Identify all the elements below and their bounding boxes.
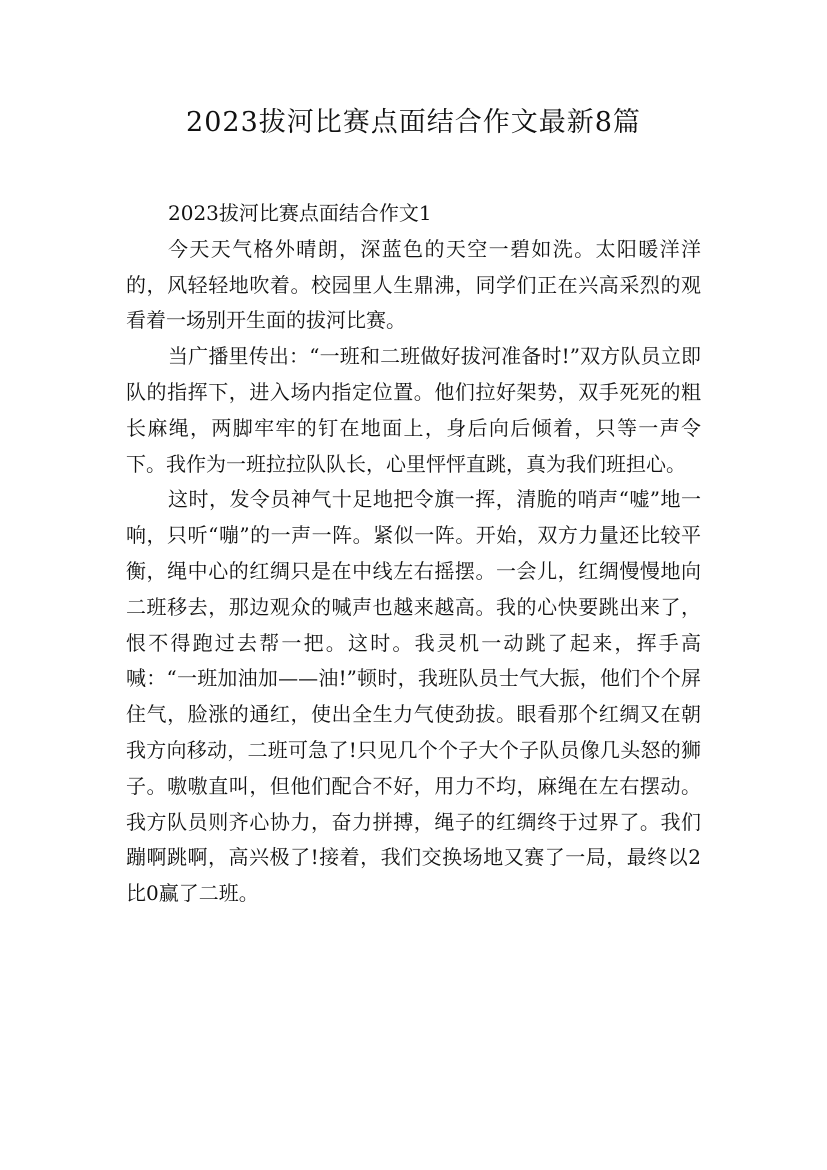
paragraph: 这时，发令员神气十足地把令旗一挥，清脆的哨声“嘘”地一响，只听“嘣”的一声一阵。紧似一阵。开始，双方力量还比较平衡，绳中心的红绸只是在中线左右摇摆。一会儿，红绸慢慢地向二班移去，那边观众的喊声也越来越高。我的心快要跳出来了，恨不得跑过去帮一把。这时。我灵机一动跳了起来，挥手高喊：“一班加油加——油!”顿时，我班队员士气大振，他们个个屏住气，脸涨的通红，使出全生力气使劲拔。眼看那个红绸又在朝我方向移动，二班可急了!只见几个个子大个子队员像几头怒的狮子。嗷嗷直叫，但他们配合不好，用力不均，麻绳在左右摆动。我方队员则齐心协力，奋力拼搏，绳子的红绸终于过界了。我们蹦啊跳啊，高兴极了!接着，我们交换场地又赛了一局，最终以2比0赢了二班。: [126, 487, 701, 906]
paragraph: 今天天气格外晴朗，深蓝色的天空一碧如洗。太阳暖洋洋的，风轻轻地吹着。校园里人生鼎沸，同学们正在兴高采烈的观看着一场别开生面的拔河比赛。: [126, 236, 701, 333]
paragraph: 当广播里传出：“一班和二班做好拔河准备时!”双方队员立即队的指挥下，进入场内指定位置。他们拉好架势，双手死死的粗长麻绳，两脚牢牢的钉在地面上，身后向后倾着，只等一声令下。我作为一班拉拉队队长，心里怦怦直跳，真为我们班担心。: [126, 344, 701, 476]
document-body: [126, 196, 701, 912]
document-title: 2023拔河比赛点面结合作文最新8篇: [186, 107, 641, 138]
section-heading: 2023拔河比赛点面结合作文1: [168, 201, 432, 225]
